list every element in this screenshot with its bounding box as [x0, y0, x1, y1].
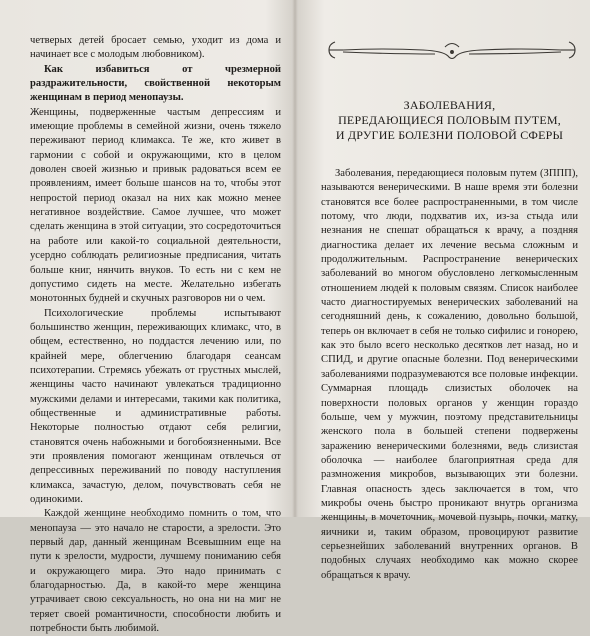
body-paragraph-3: Каждой женщине необходимо помнить о том, что менопауза — это начало не старости, а зрелости. Это первый дар, данный женщинам Всевышним еще на пути к зрелости, мудрости, лучшему пониманию себя и окружающего мира. Это надо принимать с благодарностью. Да, в какой-то мере женщина утрачивает свою сексуальность, но она ни на миг не теряет своей романтичности, способности любить и потребности быть любимой.: [30, 508, 281, 635]
left-page: [0, 0, 293, 635]
chapter-title-line-1: ЗАБОЛЕВАНИЯ,: [403, 98, 496, 112]
section-heading: Как избавиться от чрезмерной раздражительности, свойственной некоторым женщинам в период менопаузы.: [30, 63, 281, 104]
chapter-paragraph: Заболевания, передающиеся половым путем (ЗППП), называются венерическими. В наше время эти болезни становятся все более распространенными, в том числе потому, что люди, подхватив их, из-за стыда или незнания не спешат обращаться к врачу, а поздняя диагностика делает их лечение весьма сложным и продолжительным. Распространение венерических заболеваний во многом обусловлено легкомысленным отношением людей к половым связям. Список наиболее часто диагностируемых венерических заболеваний на сегодняшний день, к сожалению, довольно большой, теперь он включает в себя не только сифилис и гонорею, как это было всего несколько десятков лет назад, но и СПИД, и другие опасные болезни. Под венерическими заболеваниями подразумеваются все половые инфекции. Суммарная площадь слизистых оболочек на поверхности половых органов у женщин гораздо больше, чем у мужчин, поэтому представительницы женского пола в большей степени подвержены заражению венерическими болезнями, ведь слизистая оболочка — наиболее благоприятная среда для размножения микробов, вызывающих эти болезни. Главная опасность здесь заключается в том, что микробы очень быстро проникают внутрь организма женщины, в мочеточник, мочевой пузырь, почки, матку, яичники и, таким образом, провоцируют развитие серьезнейших заболеваний внутренних органов. В подобных случаях необходимо как можно скорее обращаться к врачу.: [321, 168, 578, 581]
intro-paragraph: четверых детей бросает семью, уходит из дома и начинает все с молодым любовником).: [30, 35, 281, 61]
chapter-title-line-3: И ДРУГИЕ БОЛЕЗНИ ПОЛОВОЙ СФЕРЫ: [335, 128, 564, 142]
chapter-ornament-icon: [323, 36, 581, 64]
chapter-title-line-2: ПЕРЕДАЮЩИЕСЯ ПОЛОВЫМ ПУТЕМ,: [338, 113, 561, 127]
body-paragraph-2: Психологические проблемы испытывают большинство женщин, переживающих климакс, что, в общем, естественно, но поддастся лечению или, по крайней мере, облегчению благодаря сеансам психотерапии. Стремясь убежать от грустных мыслей, женщины часто начинают увлекаться традиционно мужскими делами и интересами, такими как политика, общественные и административные работы. Некоторые полностью отдают себя религии, становятся очень набожными и богобоязненными. Все эти проявления помогают женщинам отвлечься от депрессивных переживаний по поводу наступления климакса, зачастую, делом, почувствовать себя не одинокими.: [30, 307, 281, 505]
body-paragraph-1: Женщины, подверженные частым депрессиям и имеющие проблемы в семейной жизни, очень тяжело переживают период климакса. Те же, кто живет в гармонии с собой и окружающими, кто в целом доволен своей жизнью и привык радоваться всем ее проявлениям, имеет больше шансов на то, чтобы этот непростой период оказал на них как можно менее негативное воздействие. Самое лучшее, что может сделать женщина в этой ситуации, это сосредоточиться на работе или какой-то социальной деятельности, усердно соблюдать религиозные предписания, читать больше книг, нянчить внуков. То есть ни с кем не допустимо сидеть на месте. Желательно избегать монотонных будней и скучных разговоров ни о чем.: [30, 106, 281, 305]
chapter-title: [321, 98, 578, 143]
right-page: [297, 0, 590, 581]
